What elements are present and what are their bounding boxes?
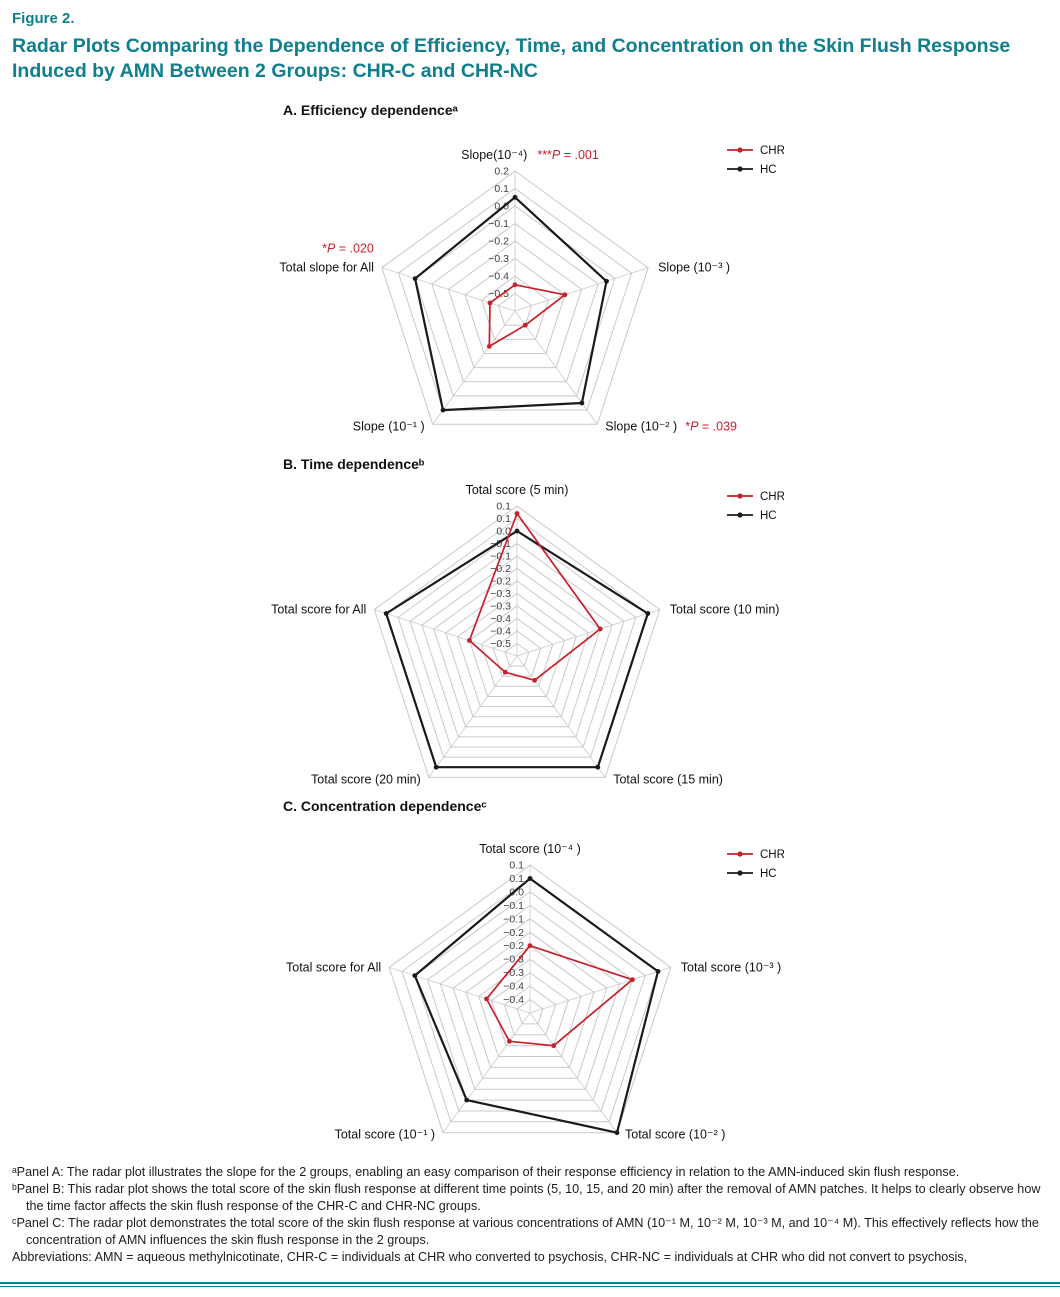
radial-tick-label: −0.4 <box>503 980 524 993</box>
axis-label: Total score (15 min) <box>613 772 723 787</box>
radial-tick-label: −0.3 <box>503 953 524 966</box>
radial-tick-label: −0.5 <box>490 638 511 650</box>
hc-data-point <box>441 408 446 413</box>
radar-chart-efficiency <box>0 94 1060 454</box>
legend-marker-hc <box>737 870 742 875</box>
radial-tick-label: −0.1 <box>490 550 511 563</box>
hc-data-point <box>595 765 600 770</box>
hc-data-point <box>434 765 439 770</box>
chr-data-point <box>467 638 472 643</box>
chr-data-point <box>563 292 568 297</box>
chr-data-point <box>503 670 508 675</box>
axis-label: Slope(10⁻⁴) ***P = .001 <box>461 148 599 162</box>
axis-label: Total score (10 min) <box>669 602 780 617</box>
legend-label-chr: CHR <box>760 145 785 157</box>
radial-tick-label: −0.5 <box>488 288 509 300</box>
hc-data-point <box>604 279 609 284</box>
chr-data-point <box>507 1039 512 1044</box>
radial-tick-label: −0.2 <box>503 926 524 939</box>
radial-tick-label: −0.2 <box>488 235 509 248</box>
radial-tick-label: −0.2 <box>490 563 511 575</box>
legend-marker-hc <box>737 512 742 517</box>
radar-chart-concentration <box>0 794 1060 1160</box>
axis-label: Total score (20 min) <box>311 772 421 787</box>
axis-label: Total score for All <box>286 960 382 975</box>
hc-data-point <box>528 876 533 881</box>
chr-data-point <box>513 282 518 287</box>
radial-tick-label: 0.0 <box>496 525 511 538</box>
axis-label: Slope (10⁻³ ) <box>658 260 731 275</box>
legend-label-chr: CHR <box>760 849 785 861</box>
legend-marker-chr <box>737 147 742 152</box>
chr-data-point <box>551 1043 556 1048</box>
hc-data-point <box>580 401 585 406</box>
legend-marker-hc <box>737 166 742 171</box>
radial-tick-label: −0.1 <box>503 899 524 912</box>
panel-c-title: C. Concentration dependenceᶜ <box>283 798 487 814</box>
legend-label-chr: CHR <box>760 491 785 503</box>
radial-tick-label: 0.0 <box>494 200 509 213</box>
panel-a-title: A. Efficiency dependenceᵃ <box>283 102 458 118</box>
legend-marker-chr <box>737 493 742 498</box>
legend-label-hc: HC <box>760 868 777 880</box>
radial-tick-label: −0.4 <box>503 994 524 1006</box>
chr-data-point <box>488 301 493 306</box>
radial-tick-label: 0.1 <box>509 873 524 885</box>
radial-tick-label: 0.1 <box>496 513 511 525</box>
radial-tick-label: −0.4 <box>488 270 509 283</box>
chr-data-point <box>484 997 489 1002</box>
radial-tick-label: 0.0 <box>509 886 524 899</box>
chr-data-point <box>515 511 520 516</box>
chr-data-point <box>630 977 635 982</box>
footnote-panel-b: ᵇPanel B: This radar plot shows the total score of the skin flush response at different time points (5, 10, 15, and 20 min) after the removal of AMN patches. It helps to clearly observe how the time factor affects the skin flush response of the CHR-C and CHR-NC groups. <box>12 1182 1041 1213</box>
pvalue-annotation: *P = .020 <box>322 241 374 256</box>
hc-data-point <box>464 1098 469 1103</box>
radial-tick-label: −0.4 <box>490 613 511 625</box>
chr-data-point <box>487 344 492 349</box>
legend-marker-chr <box>737 851 742 856</box>
bottom-rule <box>0 1282 1060 1287</box>
hc-data-point <box>656 969 661 974</box>
axis-label: Total score (10⁻³ ) <box>680 960 782 975</box>
hc-data-point <box>384 611 389 616</box>
panel-b <box>0 454 1060 794</box>
radial-tick-label: −0.3 <box>488 253 509 265</box>
panels-container <box>0 94 1060 1160</box>
footnote-panel-a: ᵃPanel A: The radar plot illustrates the slope for the 2 groups, enabling an easy comparison of their response efficiency in relation to the AMN-induced skin flush response. <box>12 1165 960 1179</box>
radial-tick-label: 0.1 <box>494 183 509 195</box>
axis-label: Total score (10⁻⁴ ) <box>479 842 581 856</box>
radial-tick-label: 0.1 <box>509 859 524 872</box>
radial-tick-label: −0.1 <box>490 538 511 550</box>
legend-label-hc: HC <box>760 510 777 522</box>
chr-data-point <box>523 323 528 328</box>
radial-tick-label: −0.2 <box>503 940 524 953</box>
axis-label: Slope (10⁻² ) *P = .039 <box>605 419 738 434</box>
radial-tick-label: −0.1 <box>488 218 509 230</box>
panel-a <box>0 94 1060 454</box>
hc-data-point <box>615 1130 620 1135</box>
radial-tick-label: −0.3 <box>490 588 511 600</box>
axis-label: Total score (10⁻¹ ) <box>334 1127 435 1142</box>
figure-header <box>0 0 1060 84</box>
axis-label: Total score (5 min) <box>465 483 569 497</box>
radar-chart-time <box>0 454 1060 794</box>
radial-tick-label: −0.4 <box>490 625 511 638</box>
radial-tick-label: −0.3 <box>503 967 524 980</box>
figure-title: Radar Plots Comparing the Dependence of Efficiency, Time, and Concentration on the Skin Flush Response Induced by AMN Between 2 Groups: CHR-C and CHR-NC <box>12 35 1011 82</box>
footnote-abbreviations: Abbreviations: AMN = aqueous methylnicotinate, CHR-C = individuals at CHR who converted to psychosis, CHR-NC = individuals at CHR who did not convert to psychosis, <box>12 1250 968 1264</box>
radial-tick-label: −0.2 <box>490 575 511 588</box>
axis-label: Total score (10⁻² ) <box>625 1127 726 1142</box>
hc-series-polygon <box>415 197 606 410</box>
chr-data-point <box>532 678 537 683</box>
figure-label: Figure 2. <box>12 10 75 27</box>
axis-label: Total score for All <box>271 602 367 617</box>
hc-data-point <box>513 195 518 200</box>
chr-data-point <box>528 943 533 948</box>
panel-c <box>0 794 1060 1160</box>
axis-label: Total slope for All <box>279 260 374 275</box>
radial-tick-label: −0.3 <box>490 600 511 613</box>
radial-tick-label: 0.2 <box>494 165 509 178</box>
panel-b-title: B. Time dependenceᵇ <box>283 456 425 472</box>
legend-label-hc: HC <box>760 164 777 176</box>
hc-data-point <box>413 276 418 281</box>
footnotes <box>0 1160 1060 1266</box>
hc-data-point <box>515 529 520 534</box>
axis-label: Slope (10⁻¹ ) <box>352 419 425 434</box>
footnote-panel-c: ᶜPanel C: The radar plot demonstrates the total score of the skin flush response at various concentrations of AMN (10⁻¹ M, 10⁻² M, 10⁻³ M, and 10⁻⁴ M). This effectively reflects how the concentration of AMN influences the skin flush response in the 2 groups. <box>12 1216 1039 1247</box>
radial-tick-label: −0.1 <box>503 913 524 926</box>
hc-series-polygon <box>415 879 658 1133</box>
hc-data-point <box>412 973 417 978</box>
radial-tick-label: 0.1 <box>496 500 511 513</box>
chr-data-point <box>598 627 603 632</box>
hc-data-point <box>645 611 650 616</box>
